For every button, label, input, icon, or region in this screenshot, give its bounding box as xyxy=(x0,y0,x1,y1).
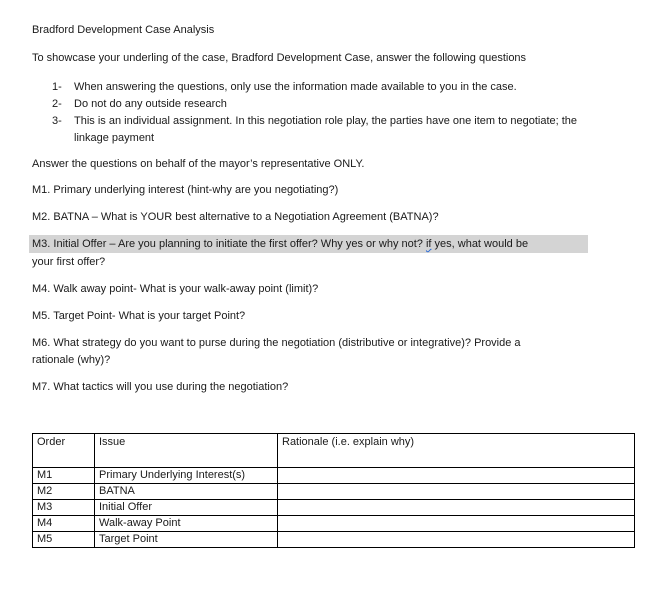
instruction-list xyxy=(52,79,594,147)
cell-order: M3 xyxy=(33,500,95,516)
question-m6: M6. What strategy do you want to purse during the negotiation (distributive or integrative)? Provide a xyxy=(32,337,521,349)
question-m2: M2. BATNA – What is YOUR best alternative to a Negotiation Agreement (BATNA)? xyxy=(32,211,439,223)
header-rationale: Rationale (i.e. explain why) xyxy=(278,434,635,468)
table-header-row xyxy=(33,434,635,468)
question-m5: M5. Target Point- What is your target Point? xyxy=(32,310,246,322)
cell-rationale[interactable] xyxy=(278,484,635,500)
cell-issue: Initial Offer xyxy=(95,500,278,516)
list-item-number: 3- xyxy=(52,115,62,127)
grammar-squiggle[interactable]: if xyxy=(425,238,432,250)
cell-order: M5 xyxy=(33,532,95,548)
list-item-text: Do not do any outside research xyxy=(74,98,227,110)
intro-text: To showcase your underling of the case, Bradford Development Case, answer the following questions xyxy=(32,52,527,64)
answer-note: Answer the questions on behalf of the mayor’s representative ONLY. xyxy=(32,158,365,170)
question-m6-continued: rationale (why)? xyxy=(32,354,111,366)
question-m3-continued: your first offer? xyxy=(32,256,106,268)
document-title: Bradford Development Case Analysis xyxy=(32,24,215,36)
question-m4: M4. Walk away point- What is your walk-away point (limit)? xyxy=(32,283,319,295)
cell-issue: Target Point xyxy=(95,532,278,548)
question-m3-text: M3. Initial Offer – Are you planning to initiate the first offer? Why yes or why not? xyxy=(32,238,426,250)
cell-rationale[interactable] xyxy=(278,500,635,516)
cell-rationale[interactable] xyxy=(278,468,635,484)
header-issue: Issue xyxy=(95,434,278,468)
list-item-text: This is an individual assignment. In this negotiation role play, the parties have one item to negotiate; the linkage payment xyxy=(74,115,578,144)
list-item xyxy=(52,79,594,96)
question-m7: M7. What tactics will you use during the negotiation? xyxy=(32,381,289,393)
list-item-text: When answering the questions, only use the information made available to you in the case. xyxy=(74,81,517,93)
question-m3-text-end: yes, what would be xyxy=(431,238,529,250)
list-item-number: 2- xyxy=(52,98,62,110)
cell-issue: Walk-away Point xyxy=(95,516,278,532)
analysis-table xyxy=(32,433,635,548)
question-m1: M1. Primary underlying interest (hint-why are you negotiating?) xyxy=(32,184,339,196)
table-row xyxy=(33,532,635,548)
cell-order: M1 xyxy=(33,468,95,484)
table-row xyxy=(33,468,635,484)
list-item-number: 1- xyxy=(52,81,62,93)
cell-order: M4 xyxy=(33,516,95,532)
list-item xyxy=(52,96,594,113)
cell-issue: BATNA xyxy=(95,484,278,500)
table-row xyxy=(33,484,635,500)
cell-order: M2 xyxy=(33,484,95,500)
cell-issue: Primary Underlying Interest(s) xyxy=(95,468,278,484)
cell-rationale[interactable] xyxy=(278,532,635,548)
question-m3[interactable] xyxy=(32,237,528,252)
table-row xyxy=(33,516,635,532)
header-order: Order xyxy=(33,434,95,468)
table-row xyxy=(33,500,635,516)
cell-rationale[interactable] xyxy=(278,516,635,532)
list-item xyxy=(52,113,594,147)
